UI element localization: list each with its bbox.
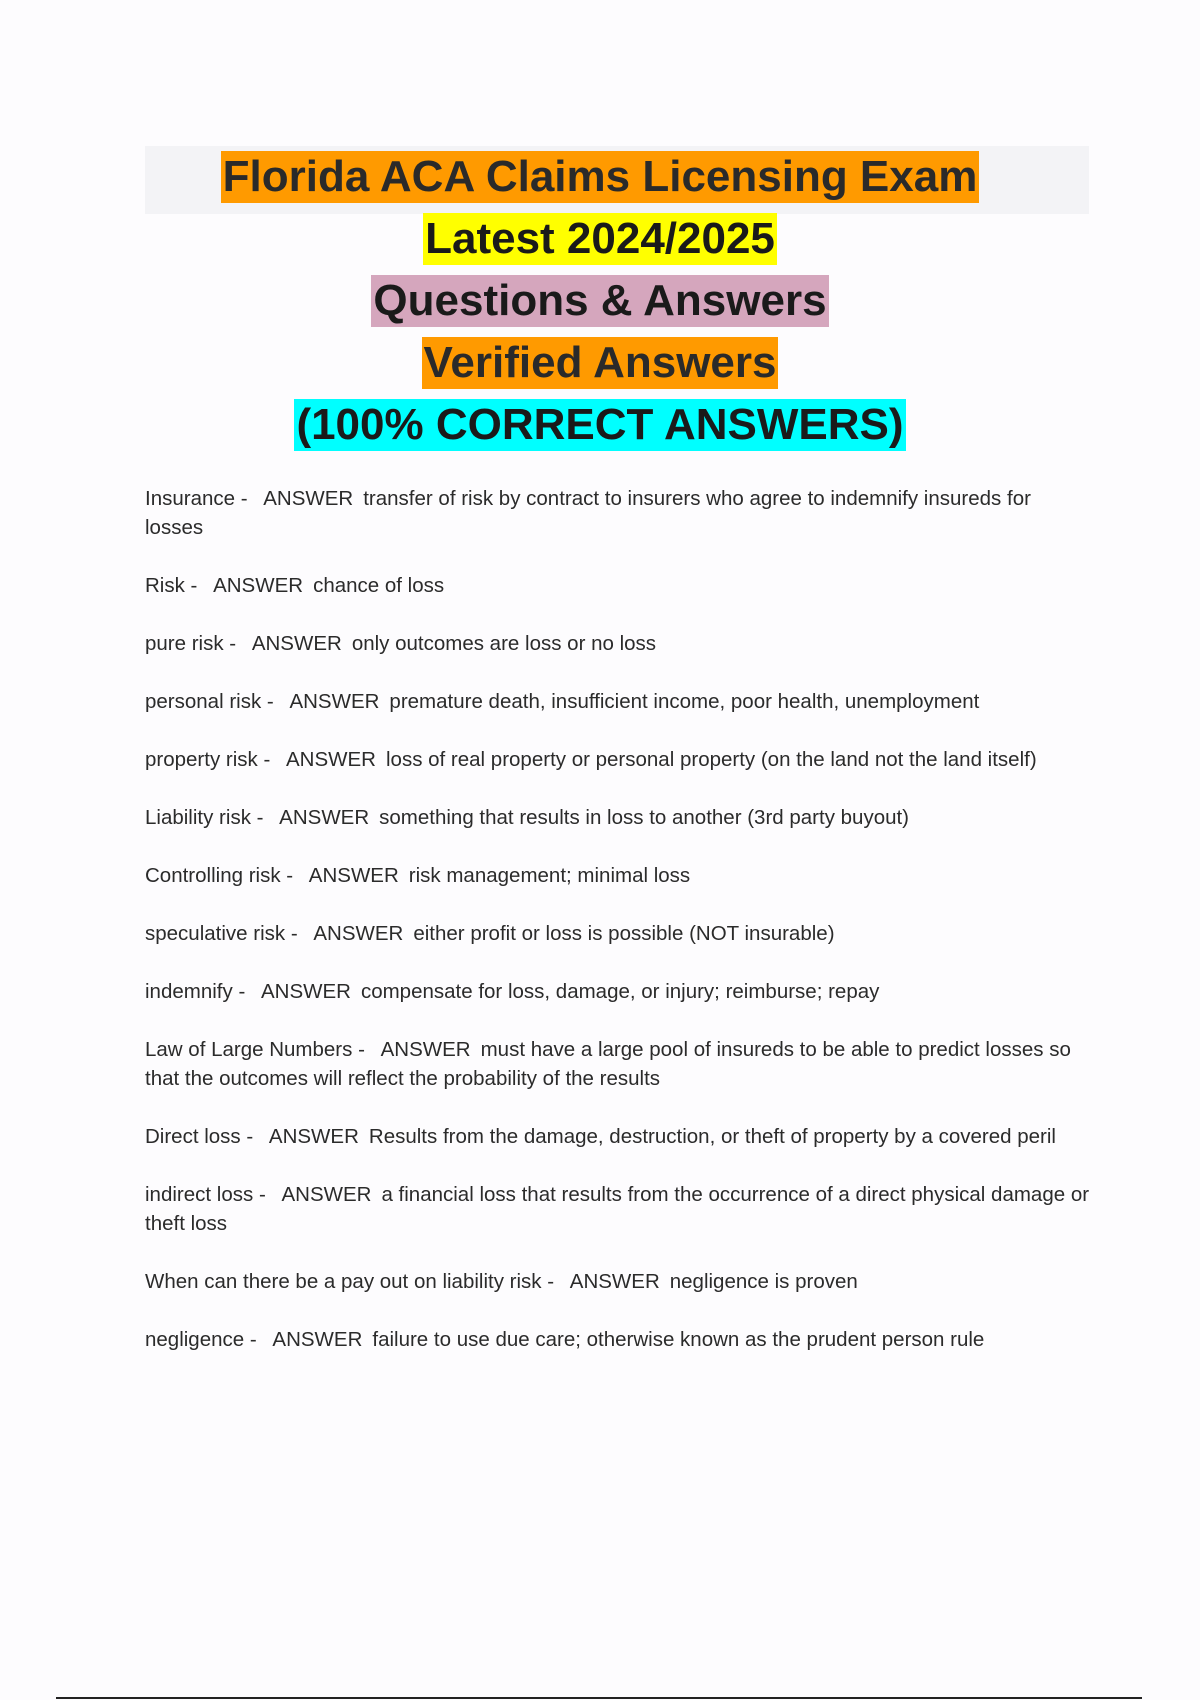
qa-item: personal risk - ANSWER premature death, insufficient income, poor health, unemployment xyxy=(145,690,980,713)
qa-term: Controlling risk xyxy=(145,864,281,887)
qa-term: indemnify xyxy=(145,980,233,1003)
qa-term: Liability risk xyxy=(145,806,251,829)
qa-term: Direct loss xyxy=(145,1125,241,1148)
answer-label: ANSWER xyxy=(286,748,376,771)
qa-term: negligence xyxy=(145,1328,245,1351)
qa-term: Risk xyxy=(145,574,185,597)
document-title: Florida ACA Claims Licensing Exam xyxy=(222,152,978,201)
qa-answer: transfer of risk by contract to insurers who agree to indemnify insureds for losses xyxy=(145,487,1031,539)
answer-label: ANSWER xyxy=(289,690,380,713)
title-line-5 xyxy=(0,394,1200,456)
answer-label: ANSWER xyxy=(308,864,399,887)
answer-label: ANSWER xyxy=(260,980,351,1003)
qa-item: property risk - ANSWER loss of real property or personal property (on the land not the land itself) xyxy=(145,748,1037,771)
qa-answer: risk management; minimal loss xyxy=(408,864,691,887)
title-line-1 xyxy=(0,146,1200,208)
qa-item: speculative risk - ANSWER either profit or loss is possible (NOT insurable) xyxy=(145,922,835,945)
qa-item: Liability risk - ANSWER something that results in loss to another (3rd party buyout) xyxy=(145,806,910,829)
answer-label: ANSWER xyxy=(268,1125,359,1148)
qa-term: When can there be a pay out on liability risk xyxy=(145,1270,542,1293)
qa-term: indirect loss xyxy=(145,1183,254,1206)
bottom-divider xyxy=(56,1697,1142,1699)
qa-answer: either profit or loss is possible (NOT insurable) xyxy=(413,922,835,945)
qa-answer: a financial loss that results from the occurrence of a direct physical damage or theft loss xyxy=(145,1183,1090,1235)
qa-term: property risk xyxy=(145,748,258,771)
qa-item: Direct loss - ANSWER Results from the damage, destruction, or theft of property by a covered peril xyxy=(145,1125,1056,1148)
qa-answer: premature death, insufficient income, poor health, unemployment xyxy=(389,690,980,713)
qa-item: Risk - ANSWER chance of loss xyxy=(145,574,445,597)
answer-label: ANSWER xyxy=(279,806,370,829)
title-line-4 xyxy=(0,332,1200,394)
answer-label: ANSWER xyxy=(380,1038,471,1061)
qa-answer: loss of real property or personal property (on the land not the land itself) xyxy=(385,748,1037,771)
qa-term: Insurance xyxy=(145,487,236,510)
qa-item: Insurance - ANSWER transfer of risk by contract to insurers who agree to indemnify insureds for losses xyxy=(145,487,1031,539)
qa-term: pure risk xyxy=(145,632,224,655)
qa-answer: only outcomes are loss or no loss xyxy=(351,632,657,655)
qa-item: negligence - ANSWER failure to use due care; otherwise known as the prudent person rule xyxy=(145,1328,985,1351)
qa-term: Law of Large Numbers xyxy=(145,1038,353,1061)
document-subtitle-year: Latest 2024/2025 xyxy=(425,214,775,263)
qa-answer: failure to use due care; otherwise known as the prudent person rule xyxy=(372,1328,985,1351)
answer-label: ANSWER xyxy=(313,922,404,945)
qa-item: Law of Large Numbers - ANSWER must have a large pool of insureds to be able to predict losses so that the outcomes will reflect the probability of the results xyxy=(145,1038,1071,1090)
qa-answer: compensate for loss, damage, or injury; reimburse; repay xyxy=(360,980,880,1003)
qa-answer: something that results in loss to another (3rd party buyout) xyxy=(379,806,910,829)
qa-answer: Results from the damage, destruction, or theft of property by a covered peril xyxy=(368,1125,1056,1148)
answer-label: ANSWER xyxy=(569,1270,660,1293)
qa-answer: chance of loss xyxy=(313,574,445,597)
answer-label: ANSWER xyxy=(251,632,342,655)
answer-label: ANSWER xyxy=(281,1183,372,1206)
qa-term: speculative risk xyxy=(145,922,286,945)
document-title-block xyxy=(0,146,1200,456)
document-subtitle-correct: (100% CORRECT ANSWERS) xyxy=(296,400,904,449)
answer-label: ANSWER xyxy=(263,487,354,510)
qa-answer: must have a large pool of insureds to be able to predict losses so that the outcomes will reflect the probability of the results xyxy=(145,1038,1071,1090)
answer-label: ANSWER xyxy=(272,1328,363,1351)
document-subtitle-verified: Verified Answers xyxy=(423,338,777,387)
title-line-3 xyxy=(0,270,1200,332)
qa-term: personal risk xyxy=(145,690,262,713)
qa-list xyxy=(145,484,1090,1383)
qa-item: indemnify - ANSWER compensate for loss, damage, or injury; reimburse; repay xyxy=(145,980,880,1003)
qa-item: indirect loss - ANSWER a financial loss that results from the occurrence of a direct physical damage or theft loss xyxy=(145,1183,1090,1235)
document-subtitle-qa: Questions & Answers xyxy=(373,276,827,325)
qa-item: Controlling risk - ANSWER risk management; minimal loss xyxy=(145,864,691,887)
qa-item: When can there be a pay out on liability risk - ANSWER negligence is proven xyxy=(145,1270,858,1293)
answer-label: ANSWER xyxy=(213,574,304,597)
qa-item: pure risk - ANSWER only outcomes are loss or no loss xyxy=(145,632,657,655)
title-line-2 xyxy=(0,208,1200,270)
qa-answer: negligence is proven xyxy=(669,1270,858,1293)
